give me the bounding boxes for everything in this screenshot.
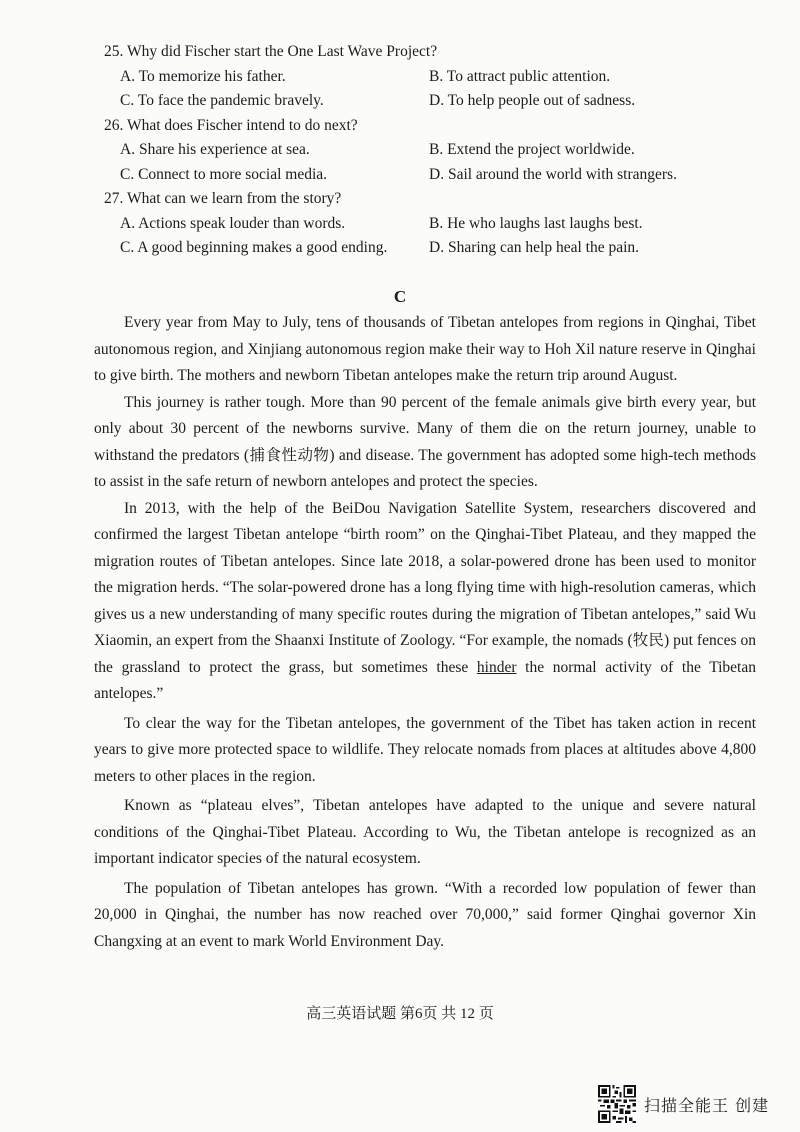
option-d: D. Sharing can help heal the pain. (429, 239, 640, 256)
underlined-word: hinder (476, 658, 517, 676)
paragraph-1: Every year from May to July, tens of thousands of Tibetan antelopes from regions in Qinghai, Tibet autonomous region, and Xinjiang autonomous region make their way to Hoh Xil nature reserve in Qinghai to give birth. The mothers and newborn Tibetan antelopes make the return trip around August. (94, 314, 756, 384)
option-d: D. To help people out of sadness. (429, 92, 636, 109)
option-b: B. Extend the project worldwide. (429, 141, 635, 158)
option-c: C. Connect to more social media. (120, 165, 328, 183)
paragraph-5: Known as “plateau elves”, Tibetan antelopes have adapted to the unique and severe natural conditions of the Qinghai-Tibet Plateau. According to Wu, the Tibetan antelope is recognized as an important indicator species of the natural ecosystem. (94, 797, 756, 867)
question-26 (104, 114, 744, 188)
scanner-watermark (598, 1085, 769, 1123)
question-25 (104, 40, 744, 114)
option-c: C. A good beginning makes a good ending. (120, 239, 388, 256)
option-c: C. To face the pandemic bravely. (120, 92, 324, 109)
option-grid (104, 65, 744, 114)
question-stem: 25. Why did Fischer start the One Last Wave Project? (104, 43, 438, 60)
option-b: B. He who laughs last laughs best. (429, 214, 643, 232)
option-b: B. To attract public attention. (429, 67, 611, 85)
paragraph-3-text-start: In 2013, with the help of the BeiDou Navigation Satellite System, researchers discovered and confirmed the largest Tibetan antelope “birth room” on the Qinghai-Tibet Plateau, and they mapped the migration routes of Tibetan antelopes. Since late 2018, a solar-powered drone has been used to monitor the migration herds. “The solar-powered drone has a long flying time with high-resolution cameras, which gives us a new understanding of many specific routes during the migration of Tibetan antelopes,” said Wu Xiaomin, an expert from the Shaanxi Institute of Zoology. “For example, the nomads (牧民) put fences on the grassland to protect the grass, but sometimes these (94, 499, 756, 676)
question-27 (104, 187, 744, 261)
option-d: D. Sail around the world with strangers. (429, 165, 677, 183)
option-a: A. To memorize his father. (120, 67, 286, 85)
option-a: A. Actions speak louder than words. (120, 214, 346, 232)
paragraph-6: The population of Tibetan antelopes has grown. “With a recorded low population of fewer than 20,000 in Qinghai, the number has now reached over 70,000,” said former Qinghai governor Xin Changxing at an event to mark World Environment Day. (94, 879, 756, 950)
paragraph-3 (94, 496, 756, 708)
page-footer: 高三英语试题 第6页 共 12 页 (306, 1006, 494, 1022)
option-grid (104, 138, 744, 187)
question-list (104, 40, 744, 261)
question-stem: 26. What does Fischer intend to do next? (104, 116, 358, 134)
paragraph-2: This journey is rather tough. More than 90 percent of the female animals give birth every year, but only about 30 percent of the newborns survive. Many of them die on the return journey, unable to withstand the predators (捕食性动物) and disease. The government has adopted some high-tech methods to assist in the safe return of newborn antelopes and protect the species. (94, 393, 756, 490)
option-a: A. Share his experience at sea. (120, 141, 310, 158)
watermark-text: 扫描全能王 创建 (644, 1095, 770, 1115)
qr-code-icon (598, 1085, 636, 1123)
paragraph-4: To clear the way for the Tibetan antelopes, the government of the Tibet has taken action in recent years to give more protected space to wildlife. They relocate nomads from places at altitudes above 4,800 meters to other places in the region. (94, 714, 756, 785)
option-grid (104, 212, 744, 261)
reading-passage (94, 310, 756, 955)
paragraph-3-text-end: the normal activity of the Tibetan antelopes.” (94, 658, 756, 702)
question-stem: 27. What can we learn from the story? (104, 190, 342, 207)
section-label: C (393, 287, 407, 306)
